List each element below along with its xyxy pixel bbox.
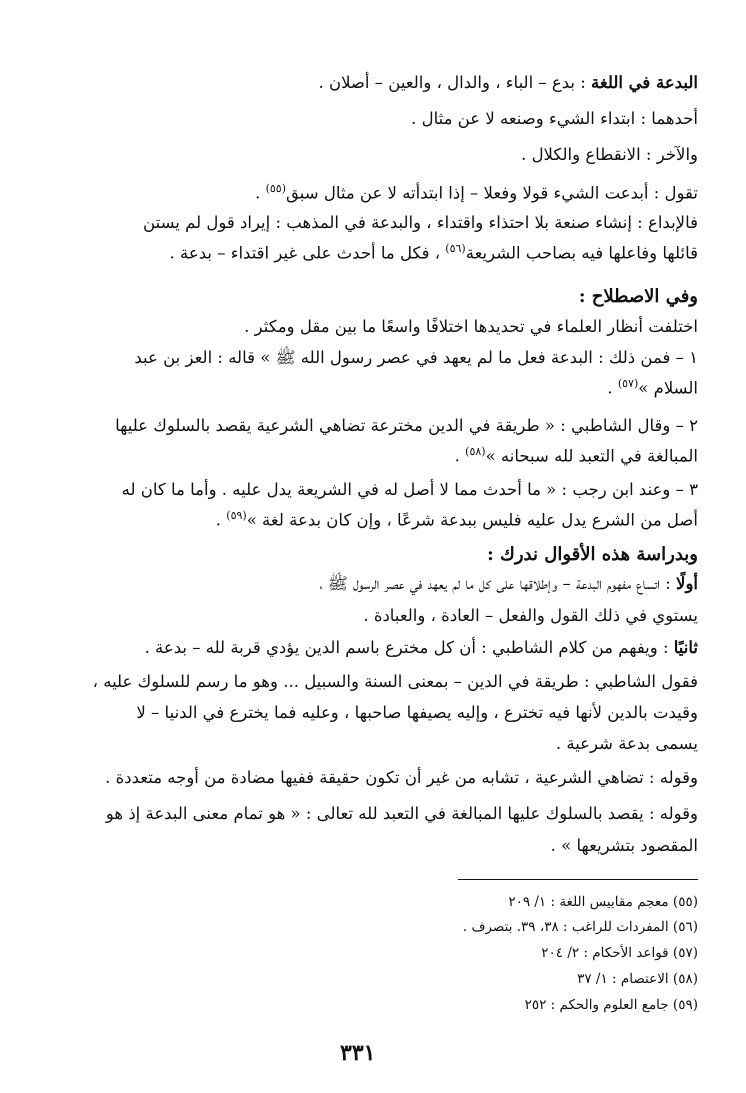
term-label: البدعة في اللغة (591, 73, 698, 92)
text-line: ٣ – وعند ابن رجب : « ما أحدث مما لا أصل له في الشريعة يدل عليه . وأما ما كان له (121, 480, 698, 499)
text-line: وقوله : يقصد بالسلوك عليها المبالغة في التعبد لله تعالى : « هو تمام معنى البدعة إذ هو (105, 804, 698, 823)
text-line: اختلفت أنظار العلماء في تحديدها اختلافًا واسعًا ما بين مقل ومكثر . (244, 317, 698, 336)
footnote-item: (٥٧) قواعد الأحكام : ٢/ ٢٠٤ (541, 945, 698, 961)
footnote-item: (٥٩) جامع العلوم والحكم : ٢٥٢ (524, 997, 698, 1013)
text-line (38, 236, 698, 267)
footnote-item: (٥٦) المفردات للراغب : ٣٨، ٣٩. بتصرف . (462, 919, 698, 935)
text-line (38, 571, 698, 597)
section-heading: وبدراسة هذه الأقوال ندرك : (487, 544, 698, 565)
text-run: . (215, 510, 227, 530)
text-line (38, 371, 698, 402)
footnote-rule (458, 879, 698, 880)
text-line: وقيدت بالدين لأنها فيه تخترع ، وإليه يصيفها صاحبها ، وعليه فما يخترع في الدنيا – لا (136, 703, 698, 722)
text-run: : ويفهم من كلام الشاطبي : أن كل مخترع باسم الدين يؤدي قربة لله – بدعة . (144, 638, 674, 657)
footnote-ref: (٥٥) (265, 182, 287, 195)
text-line: يسمى بدعة شرعية . (555, 734, 698, 753)
footnote-ref: (٥٨) (465, 445, 486, 458)
footnote-item: (٥٥) معجم مقاييس اللغة : ١/ ٢٠٩ (508, 894, 698, 910)
text-line: ١ – فمن ذلك : البدعة فعل ما لم يعهد في عصر رسول الله ﷺ » قاله : العز بن عبد (134, 348, 698, 367)
footnote-ref: (٥٩) (226, 509, 247, 522)
text-run: . (255, 183, 266, 203)
text-line: المقصود بتشريعها » . (550, 836, 698, 855)
text-line: وقوله : تضاهي الشرعية ، تشابه من غير أن تكون حقيقة ففيها مضادة من أوجه متعددة . (105, 768, 698, 787)
text-run: أصل من الشرع يدل عليه فليس ببدعة شرعًا ، وإن كان بدعة لغة » (246, 510, 698, 530)
text-line (38, 176, 698, 207)
text-run: تقول : أبدعت الشيء قولا وفعلا – إذا ابتدأته لا عن مثال سبق (286, 183, 698, 203)
text-line: يستوي في ذلك القول والفعل – العادة ، والعبادة . (363, 606, 698, 625)
text-run: ، فكل ما أحدث على غير اقتداء – بدعة . (169, 243, 446, 263)
footnote-ref: (٥٧) (617, 377, 639, 390)
text-run: المبالغة في التعبد لله سبحانه » (485, 446, 698, 466)
text-line: والآخر : الانقطاع والكلال . (521, 145, 698, 164)
text-run: : اتساع مفهوم البدعة – وإطلاقها على كل ما لم يعهد في عصر الرسول ﷺ ، (319, 574, 677, 593)
section-heading: وفي الاصطلاح : (578, 286, 698, 307)
point-label: ثانيًا (673, 638, 698, 657)
text-run: السلام » (638, 378, 698, 398)
footnote-ref: (٥٦) (445, 242, 466, 255)
point-label: أولًا (676, 574, 698, 593)
text-run: : بدع – الباء ، والدال ، والعين – أصلان . (318, 73, 592, 92)
text-line: فالإبداع : إنشاء صنعة بلا احتذاء واقتداء ، والبدعة في المذهب : إيراد قول لم يستن (143, 213, 698, 232)
text-line (38, 635, 698, 661)
text-line: أحدهما : ابتداء الشيء وصنعه لا عن مثال . (411, 109, 698, 128)
text-line: ٢ – وقال الشاطبي : « طريقة في الدين مخترعة تضاهي الشرعية يقصد بالسلوك عليها (115, 416, 698, 435)
page-number: ٣٣١ (340, 1040, 376, 1066)
text-run: . (607, 378, 618, 398)
text-line (38, 503, 698, 534)
text-line: فقول الشاطبي : طريقة في الدين – بمعنى السنة والسبيل ... وهو ما رسم للسلوك عليه ، (92, 672, 698, 691)
text-run: قائلها وفاعلها فيه بصاحب الشريعة (465, 243, 698, 263)
text-line (38, 439, 698, 470)
text-run: . (454, 446, 466, 466)
text-line (38, 70, 698, 96)
footnote-item: (٥٨) الاعتصام : ١/ ٣٧ (577, 971, 698, 987)
